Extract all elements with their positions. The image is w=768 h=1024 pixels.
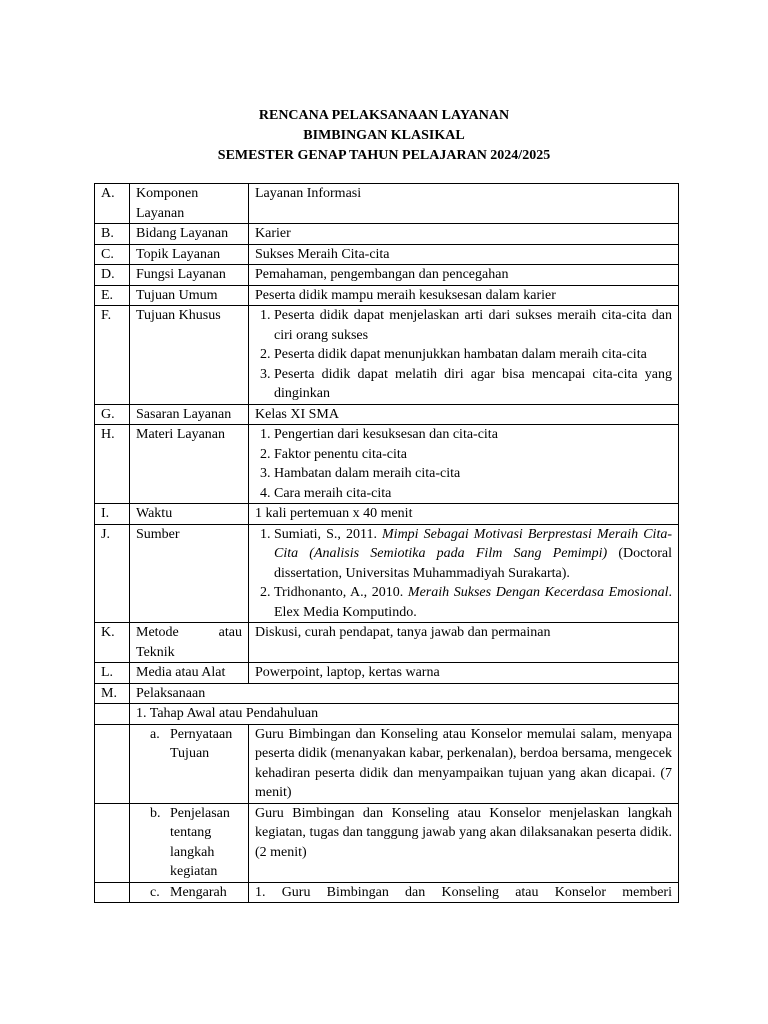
row-code: M.	[95, 683, 130, 704]
step-label	[130, 724, 249, 803]
source-author: Sumiati, S., 2011.	[274, 526, 383, 542]
row-value	[249, 425, 679, 504]
source-publisher: . Elex Media Komputindo.	[274, 585, 673, 620]
objective-list	[255, 306, 672, 404]
step-label	[130, 803, 249, 882]
row-code: A.	[95, 184, 130, 224]
step-letter: b.	[150, 805, 161, 821]
table-row	[95, 704, 679, 725]
list-item: 3. Hambatan dalam meraih cita-cita	[274, 464, 672, 484]
source-author: Tridhonanto, A., 2010.	[274, 585, 408, 600]
row-label: Pelaksanaan	[130, 683, 679, 704]
table-row	[95, 224, 679, 245]
list-item: 3. Peserta didik dapat melatih diri agar bisa mencapai cita-cita yang dinginkan	[274, 365, 672, 404]
list-item: 2. Peserta didik dapat menunjukkan hambatan dalam meraih cita-cita	[274, 345, 672, 365]
row-label: Materi Layanan	[130, 425, 249, 504]
row-label	[130, 623, 249, 663]
row-value: Layanan Informasi	[249, 184, 679, 224]
row-code: C.	[95, 244, 130, 265]
stage-heading: 1. Tahap Awal atau Pendahuluan	[130, 704, 679, 725]
row-value	[249, 306, 679, 405]
row-value: Pemahaman, pengembangan dan pencegahan	[249, 265, 679, 286]
source-title: Meraih Sukses Dengan Kecerdasa Emosional	[407, 585, 669, 600]
row-value: Sukses Meraih Cita-cita	[249, 244, 679, 265]
row-value: Diskusi, curah pendapat, tanya jawab dan permainan	[249, 623, 679, 663]
table-row	[95, 623, 679, 663]
material-list	[255, 425, 672, 503]
row-label: Waktu	[130, 504, 249, 525]
row-value: Kelas XI SMA	[249, 404, 679, 425]
row-code: H.	[95, 425, 130, 504]
step-description: Guru Bimbingan dan Konseling atau Konselor menjelaskan langkah kegiatan, tugas dan tanggung jawab yang akan dilaksanakan peserta didik. (2 menit)	[249, 803, 679, 882]
source-list	[255, 525, 672, 623]
step-description: Guru Bimbingan dan Konseling atau Konselor memulai salam, menyapa peserta didik (menanyakan kabar, perkenalan), berdoa bersama, mengecek kehadiran peserta didik dan menyampaikan tujuan yang akan dicapai. (7 menit)	[249, 724, 679, 803]
row-code	[95, 704, 130, 725]
row-label: Tujuan Khusus	[130, 306, 249, 405]
source-title: Mimpi Sebagai Motivasi Berprestasi Meraih Cita-Cita (Analisis Semiotika pada Film Sang Pemimpi)	[274, 526, 672, 561]
step-letter: c.	[150, 884, 160, 900]
list-item: 1. Pengertian dari kesuksesan dan cita-cita	[274, 425, 672, 445]
document-title	[0, 106, 768, 166]
list-item: 4. Cara meraih cita-cita	[274, 484, 672, 504]
row-code: D.	[95, 265, 130, 286]
label-word: atau	[218, 625, 242, 640]
table-row	[95, 524, 679, 623]
row-code: F.	[95, 306, 130, 405]
label-word: Metode	[136, 625, 179, 640]
row-code: G.	[95, 404, 130, 425]
table-row	[95, 244, 679, 265]
row-value: 1 kali pertemuan x 40 menit	[249, 504, 679, 525]
step-name: Mengarah	[170, 884, 227, 900]
plan-table	[94, 183, 679, 903]
row-value: Powerpoint, laptop, kertas warna	[249, 663, 679, 684]
row-code: L.	[95, 663, 130, 684]
table-row	[95, 184, 679, 224]
row-label: Bidang Layanan	[130, 224, 249, 245]
row-value: Karier	[249, 224, 679, 245]
row-value: Peserta didik mampu meraih kesuksesan dalam karier	[249, 285, 679, 306]
table-row	[95, 803, 679, 882]
list-item	[274, 583, 672, 622]
row-label: Komponen Layanan	[130, 184, 249, 224]
label-word: Teknik	[136, 644, 175, 660]
table-row	[95, 882, 679, 903]
row-code: B.	[95, 224, 130, 245]
title-line-2: BIMBINGAN KLASIKAL	[303, 128, 465, 143]
table-row	[95, 425, 679, 504]
row-label: Fungsi Layanan	[130, 265, 249, 286]
row-value	[249, 524, 679, 623]
row-label: Media atau Alat	[130, 663, 249, 684]
row-code: J.	[95, 524, 130, 623]
row-label: Topik Layanan	[130, 244, 249, 265]
list-item: 2. Faktor penentu cita-cita	[274, 445, 672, 465]
row-code: E.	[95, 285, 130, 306]
table-row	[95, 404, 679, 425]
row-code	[95, 724, 130, 803]
step-name: Pernyataan Tujuan	[170, 726, 233, 761]
row-label: Sasaran Layanan	[130, 404, 249, 425]
table-row	[95, 285, 679, 306]
step-description: 1. Guru Bimbingan dan Konseling atau Konselor memberi	[249, 882, 679, 903]
row-code	[95, 882, 130, 903]
table-row	[95, 663, 679, 684]
list-item: 1. Peserta didik dapat menjelaskan arti dari sukses meraih cita-cita dan ciri orang sukses	[274, 306, 672, 345]
step-name: Penjelasan tentang langkah kegiatan	[170, 805, 230, 879]
row-code: K.	[95, 623, 130, 663]
title-line-1: RENCANA PELAKSANAAN LAYANAN	[258, 108, 510, 123]
table-row	[95, 724, 679, 803]
row-code	[95, 803, 130, 882]
table-row	[95, 306, 679, 405]
list-item	[274, 525, 672, 584]
table-row	[95, 683, 679, 704]
table-row	[95, 504, 679, 525]
step-letter: a.	[150, 726, 160, 742]
step-label	[130, 882, 249, 903]
row-code: I.	[95, 504, 130, 525]
table-row	[95, 265, 679, 286]
title-line-3: SEMESTER GENAP TAHUN PELAJARAN 2024/2025	[217, 148, 551, 163]
row-label: Sumber	[130, 524, 249, 623]
row-label: Tujuan Umum	[130, 285, 249, 306]
source-publisher: (Doctoral dissertation, Universitas Muhammadiyah Surakarta).	[274, 546, 672, 581]
